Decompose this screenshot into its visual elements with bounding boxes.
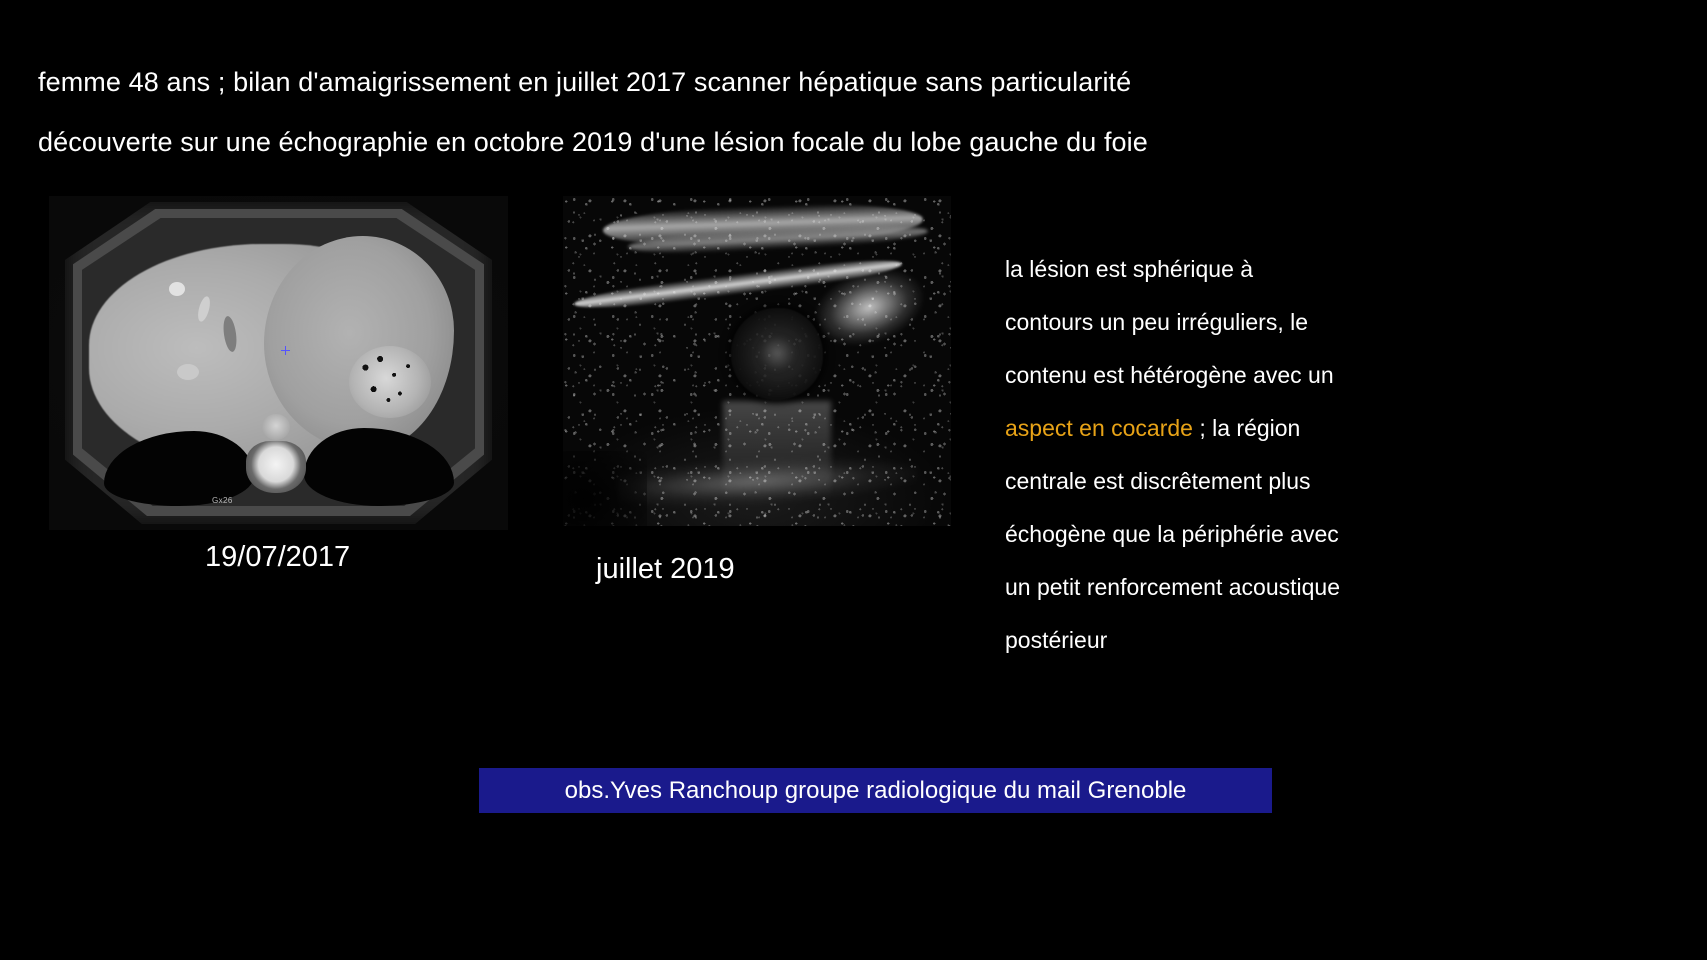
ct-stomach-gas-specks <box>349 346 431 418</box>
description-line-4 <box>1005 402 1485 455</box>
lesion-description-block <box>1005 243 1485 667</box>
credit-banner <box>479 768 1272 813</box>
ultrasound-liver-lesion <box>563 196 951 526</box>
credit-text: obs.Yves Ranchoup groupe radiologique du mail Grenoble <box>564 776 1187 804</box>
header-line-1: femme 48 ans ; bilan d'amaigrissement en juillet 2017 scanner hépatique sans particularité <box>38 67 1132 97</box>
highlight-aspect-en-cocarde: aspect en cocarde <box>1005 415 1193 441</box>
ct-crosshair-marker <box>281 346 290 355</box>
ultrasound-image-canvas <box>563 196 951 526</box>
ct-aorta <box>262 414 290 440</box>
description-line-7: un petit renforcement acoustique <box>1005 574 1340 600</box>
ct-image-canvas <box>49 196 508 530</box>
description-line-2: contours un peu irréguliers, le <box>1005 309 1308 335</box>
ct-overlay-marker: Gx26 <box>212 496 233 505</box>
description-line-1: la lésion est sphérique à <box>1005 256 1254 282</box>
description-line-5: centrale est discrêtement plus <box>1005 468 1311 494</box>
ct-caption: 19/07/2017 <box>205 541 351 573</box>
ct-vessel-3 <box>177 364 199 380</box>
us-left-shadow <box>563 451 647 526</box>
description-line-4-rest: ; la région <box>1192 415 1301 441</box>
description-line-3: contenu est hétérogène avec un <box>1005 362 1334 388</box>
description-line-6: échogène que la périphérie avec <box>1005 521 1339 547</box>
description-line-8: postérieur <box>1005 627 1108 653</box>
ct-vertebra <box>246 441 306 493</box>
header-line-2: découverte sur une échographie en octobre 2019 d'une lésion focale du lobe gauche du foie <box>38 127 1148 157</box>
us-lesion-central-core <box>759 336 795 370</box>
ct-scan-axial-liver <box>49 196 508 530</box>
header-text-block <box>38 52 1538 172</box>
ultrasound-caption: juillet 2019 <box>596 553 735 585</box>
ct-vessel-1 <box>169 282 185 296</box>
ct-left-lobe <box>264 236 454 451</box>
